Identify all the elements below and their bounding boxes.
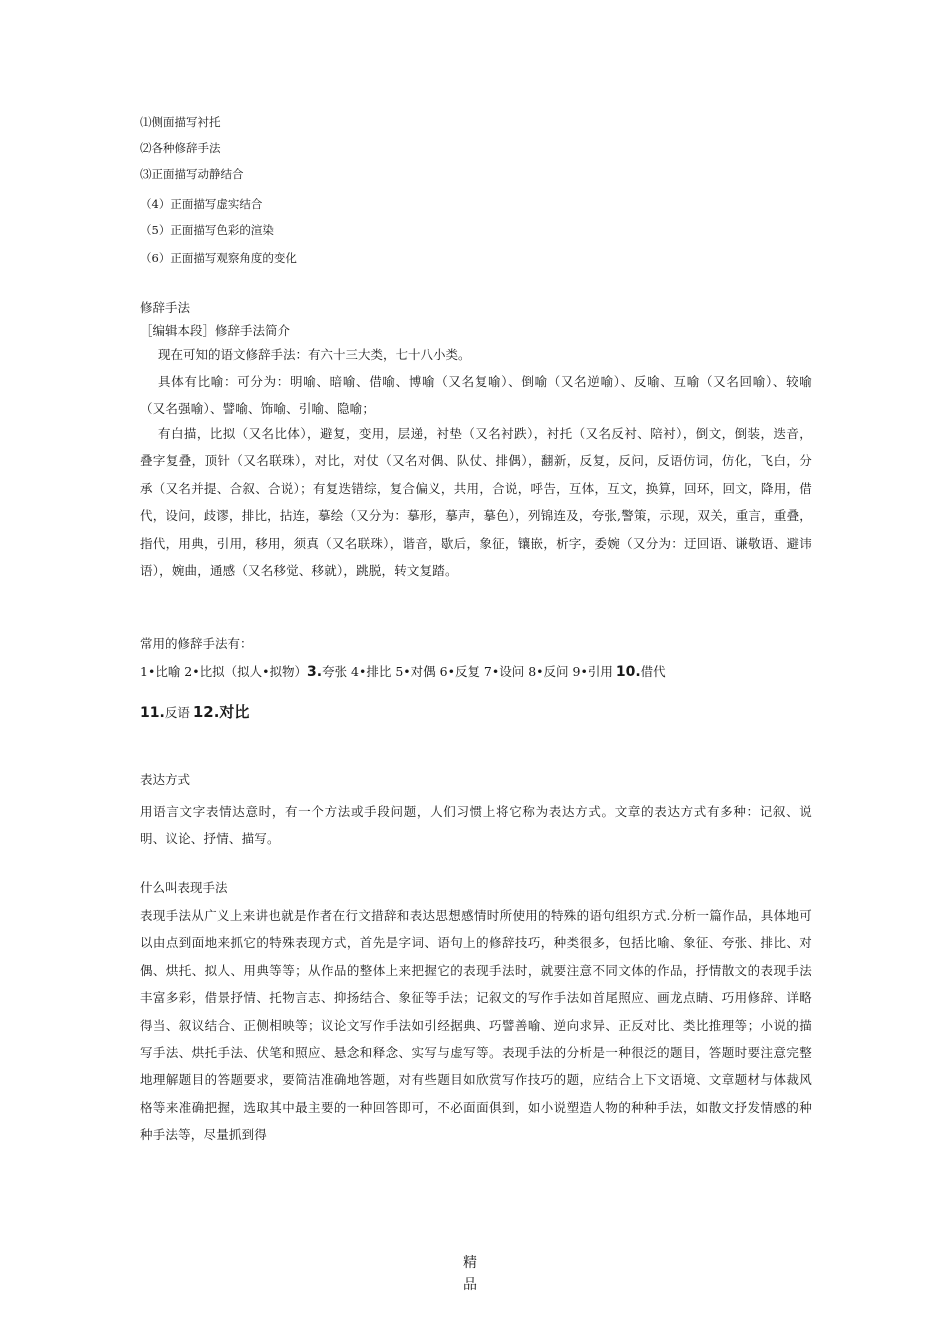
list-item: ⑵各种修辞手法: [140, 141, 221, 155]
rhetoric-intro: 现在可知的语文修辞手法：有六十三大类，七十八小类。: [158, 347, 471, 362]
list-item: （5）正面描写色彩的渲染: [140, 223, 274, 237]
list-item: （4）正面描写虚实结合: [140, 197, 263, 211]
common-list-number: 10.: [615, 664, 641, 680]
common-list-segment: 反语: [164, 705, 190, 720]
expression-paragraph: 用语言文字表情达意时，有一个方法或手段问题，人们习惯上将它称为表达方式。文章的表达方式有多种：记叙、说明、议论、抒情、描写。: [140, 804, 812, 847]
edit-section-label: ［编辑本段］修辞手法简介: [140, 323, 291, 338]
section-heading-expression: 表达方式: [140, 772, 191, 787]
rhetoric-others-paragraph: 有白描，比拟（又名比体），避复，变用，层递，衬垫（又名衬跌），衬托（又名反衬、陪衬），倒文，倒装，迭音，叠字复叠，顶针（又名联珠），对比，对仗（又名对偶、队仗、排偶），翻新，反复，反问，反语仿词，仿化，飞白，分承（又名并提、合叙、合说）；有复迭错综，复合偏义，共用，合说，呼告，互体，互文，换算，回环，回文，降用，借代，设问，歧谬，排比，拈连，摹绘（又分为：摹形，摹声，摹色），列锦连及，夸张,警策，示现，双关，重言，重叠，指代，用典，引用，移用，须真（又名联珠），谐音，歇后，象征，镶嵌，析字，委婉（又分为：迂回语、谦敬语、避讳语），婉曲，通感（又名移觉、移就），跳脱，转文复踏。: [140, 426, 812, 579]
rhetoric-metaphor-paragraph: 具体有比喻：可分为：明喻、暗喻、借喻、博喻（又名复喻）、倒喻（又名逆喻）、反喻、互喻（又名回喻）、较喻（又名强喻）、譬喻、饰喻、引喻、隐喻；: [140, 374, 812, 417]
page-footer: 精品: [463, 1255, 477, 1293]
common-list-number: 11.: [140, 705, 165, 721]
common-list-number: 3.: [307, 664, 323, 680]
common-heading: 常用的修辞手法有：: [140, 636, 253, 651]
section-heading-technique: 什么叫表现手法: [140, 880, 228, 895]
list-item: （6）正面描写观察角度的变化: [140, 251, 297, 265]
common-list-segment: 借代: [640, 664, 666, 679]
common-list-segment: 12.对比: [192, 703, 250, 721]
list-item: ⑴侧面描写衬托: [140, 115, 221, 129]
common-list-segment: 1•比喻 2•比拟（拟人•拟物）: [140, 664, 307, 679]
list-item: ⑶正面描写动静结合: [140, 167, 244, 181]
technique-paragraph: 表现手法从广义上来讲也就是作者在行文措辞和表达思想感情时所使用的特殊的语句组织方式.分析一篇作品，具体地可以由点到面地来抓它的特殊表现方式，首先是字词、语句上的修辞技巧，种类很多，包括比喻、象征、夸张、排比、对偶、烘托、拟人、用典等等；从作品的整体上来把握它的表现手法时，就要注意不同文体的作品，抒情散文的表现手法丰富多彩，借景抒情、托物言志、抑扬结合、象征等手法；记叙文的写作手法如首尾照应、画龙点睛、巧用修辞、详略得当、叙议结合、正侧相映等；议论文写作手法如引经据典、巧譬善喻、逆向求异、正反对比、类比推理等；小说的描写手法、烘托手法、伏笔和照应、悬念和释念、实写与虚写等。表现手法的分析是一种很泛的题目，答题时要注意完整地理解题目的答题要求，要简洁准确地答题，对有些题目如欣赏写作技巧的题，应结合上下文语境、文章题材与体裁风格等来准确把握，选取其中最主要的一种回答即可，不必面面俱到，如小说塑造人物的种种手法，如散文抒发情感的种种手法等，尽量抓到得: [140, 908, 812, 1143]
common-list-line-1: [140, 664, 666, 680]
common-list-segment: 夸张 4•排比 5•对偶 6•反复 7•设问 8•反问 9•引用: [322, 664, 613, 679]
common-list-line-2: [140, 704, 249, 721]
section-heading-rhetoric: 修辞手法: [140, 300, 191, 315]
